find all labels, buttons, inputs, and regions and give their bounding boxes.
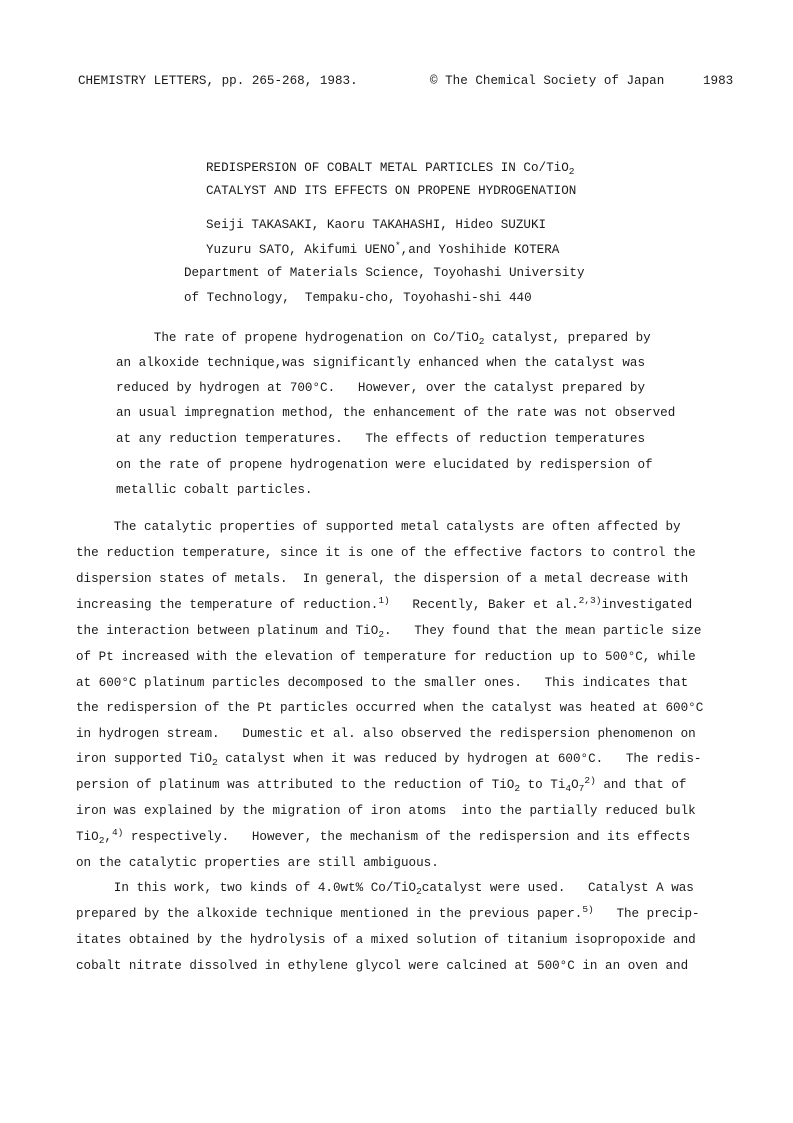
body-text: The catalytic properties of supported metal catalysts are often affected by <box>76 520 681 534</box>
body-line <box>76 649 696 665</box>
subscript: 2 <box>416 886 422 897</box>
body-text: dispersion states of metals. In general, the dispersion of a metal decrease with <box>76 572 689 586</box>
paper-title-line-2 <box>206 183 576 199</box>
copyright-text: © The Chemical Society of Japan <box>430 74 665 88</box>
subscript: 2 <box>568 166 575 177</box>
body-line <box>76 803 696 819</box>
abstract-line <box>116 482 313 498</box>
header-year <box>703 73 733 89</box>
copyright-notice <box>430 73 664 89</box>
affiliation-text: Department of Materials Science, Toyohashi University <box>184 266 585 280</box>
body-line <box>76 726 696 742</box>
header-year-text: 1983 <box>703 74 734 88</box>
body-text: TiO <box>76 830 99 844</box>
body-line <box>76 751 701 767</box>
body-text: in hydrogen stream. Dumestic et al. also observed the redispersion phenomenon on <box>76 727 696 741</box>
subscript: 2 <box>212 757 218 768</box>
body-line <box>76 855 439 871</box>
abstract-text: on the rate of propene hydrogenation were elucidated by redispersion of <box>116 458 653 472</box>
body-text: prepared by the alkoxide technique mentioned in the previous paper. <box>76 907 583 921</box>
subscript: 2 <box>478 336 485 347</box>
abstract-line <box>116 380 645 396</box>
body-line <box>76 545 696 561</box>
body-text: respectively. However, the mechanism of the redispersion and its effects <box>123 830 691 844</box>
abstract-text: an usual impregnation method, the enhancement of the rate was not observed <box>116 406 676 420</box>
subscript: 4 <box>565 783 572 794</box>
body-line <box>76 597 692 613</box>
title-text: REDISPERSION OF COBALT METAL PARTICLES IN Co/TiO <box>206 161 569 175</box>
body-line <box>76 932 696 948</box>
abstract-line <box>116 330 651 346</box>
journal-citation-text: CHEMISTRY LETTERS, pp. 265-268, 1983. <box>78 74 358 88</box>
abstract-text: metallic cobalt particles. <box>116 483 313 497</box>
author-line-2 <box>206 242 559 258</box>
body-text: the reduction temperature, since it is one of the effective factors to control the <box>76 546 696 560</box>
affiliation-text: of Technology, Tempaku-cho, Toyohashi-shi 440 <box>184 291 532 305</box>
abstract-text: reduced by hydrogen at 700°C. However, over the catalyst prepared by <box>116 381 646 395</box>
subscript: 2 <box>98 835 105 846</box>
body-text: investigated <box>601 598 693 612</box>
body-text: , <box>104 830 112 844</box>
abstract-line <box>116 457 653 473</box>
paper-title-line-1 <box>206 160 574 176</box>
subscript: 7 <box>578 783 585 794</box>
body-text: persion of platinum was attributed to the reduction of TiO <box>76 778 515 792</box>
body-line <box>76 777 686 793</box>
body-text: of Pt increased with the elevation of temperature for reduction up to 500°C, while <box>76 650 696 664</box>
body-text: The precip- <box>593 907 700 921</box>
abstract-line <box>116 405 675 421</box>
body-line <box>76 958 688 974</box>
body-line <box>76 906 700 922</box>
body-line <box>76 675 688 691</box>
reference-mark: 1) <box>378 595 390 606</box>
subscript: 2 <box>378 629 385 640</box>
author-names: ,and Yoshihide KOTERA <box>400 243 560 257</box>
body-text: the interaction between platinum and TiO <box>76 624 379 638</box>
author-names: Yuzuru SATO, Akifumi UENO <box>206 243 395 257</box>
abstract-text: at any reduction temperatures. The effects of reduction temperatures <box>116 432 646 446</box>
body-line <box>76 829 690 845</box>
body-text: . They found that the mean particle size <box>384 624 702 638</box>
body-text: iron supported TiO <box>76 752 213 766</box>
body-line <box>76 623 701 639</box>
body-text: cobalt nitrate dissolved in ethylene glycol were calcined at 500°C in an oven and <box>76 959 689 973</box>
abstract-text: catalyst, prepared by <box>484 331 651 345</box>
body-text: on the catalytic properties are still ambiguous. <box>76 856 439 870</box>
body-text: Recently, Baker et al. <box>389 598 579 612</box>
reference-mark: 5) <box>582 904 594 915</box>
body-text: iron was explained by the migration of iron atoms into the partially reduced bulk <box>76 804 696 818</box>
subscript: 2 <box>514 783 521 794</box>
body-line <box>76 880 694 896</box>
body-line <box>76 700 703 716</box>
body-text: catalyst were used. Catalyst A was <box>421 881 694 895</box>
reference-mark: 4) <box>111 827 124 838</box>
title-text: CATALYST AND ITS EFFECTS ON PROPENE HYDROGENATION <box>206 184 577 198</box>
body-line <box>76 519 681 535</box>
author-names: Seiji TAKASAKI, Kaoru TAKAHASHI, Hideo SUZUKI <box>206 218 547 232</box>
abstract-text: an alkoxide technique,was significantly enhanced when the catalyst was <box>116 356 646 370</box>
body-text: O <box>571 778 579 792</box>
affiliation-line-2 <box>184 290 532 306</box>
body-text: and that of <box>595 778 687 792</box>
body-text: to Ti <box>520 778 566 792</box>
abstract-line <box>116 355 645 371</box>
affiliation-line-1 <box>184 265 585 281</box>
body-text: increasing the temperature of reduction. <box>76 598 379 612</box>
reference-mark: 2) <box>584 775 596 786</box>
abstract-line <box>116 431 645 447</box>
journal-citation <box>78 73 358 89</box>
body-text: itates obtained by the hydrolysis of a mixed solution of titanium isopropoxide and <box>76 933 696 947</box>
body-text: catalyst when it was reduced by hydrogen at 600°C. The redis- <box>217 752 702 766</box>
author-line-1 <box>206 217 546 233</box>
body-text: the redispersion of the Pt particles occurred when the catalyst was heated at 600°C <box>76 701 704 715</box>
body-text: In this work, two kinds of 4.0wt% Co/TiO <box>76 881 417 895</box>
body-line <box>76 571 688 587</box>
body-text: at 600°C platinum particles decomposed to the smaller ones. This indicates that <box>76 676 689 690</box>
reference-mark: 2,3) <box>578 595 602 606</box>
corresponding-author-mark: * <box>394 240 401 251</box>
abstract-text: The rate of propene hydrogenation on Co/TiO <box>116 331 479 345</box>
